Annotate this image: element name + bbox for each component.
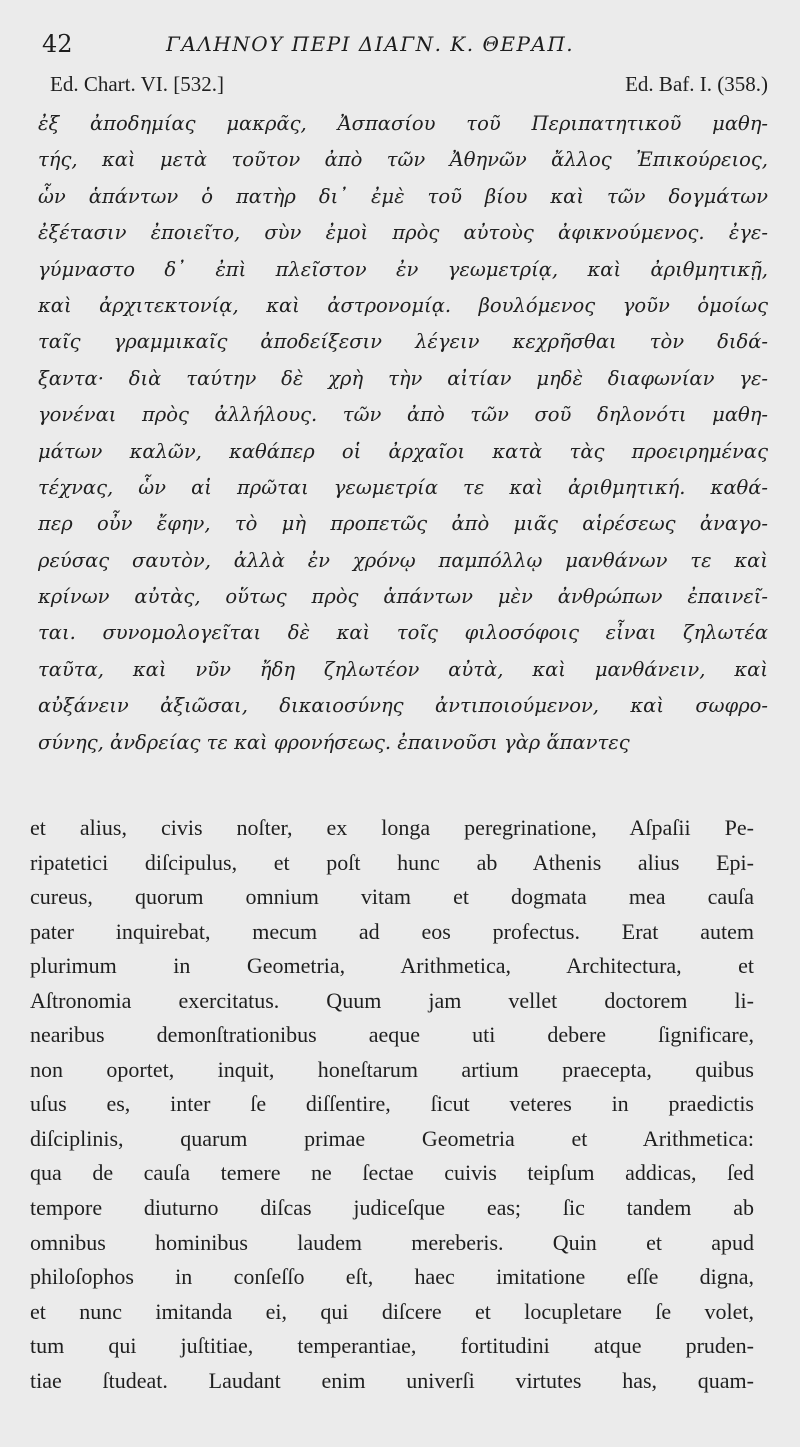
edition-reference-chartier: Ed. Chart. VI. [532.] — [50, 72, 224, 96]
running-title: ΓΑΛΗΝΟΥ ΠΕΡΙ ΔΙΑΓΝ. Κ. ΘΕΡΑΠ. — [166, 32, 575, 56]
latin-line: omnibus hominibus laudem mereberis. Quin et apud — [30, 1229, 754, 1255]
greek-line: ἐξ ἀποδημίας μακρᾶς, Ἀσπασίου τοῦ Περιπατητικοῦ μαθη- — [38, 112, 768, 135]
greek-line: ὧν ἁπάντων ὁ πατὴρ δι᾽ ἐμὲ τοῦ βίου καὶ τῶν δογμάτων — [38, 184, 768, 208]
latin-line: uſus es, inter ſe diſſentire, ſicut veteres in praedictis — [30, 1091, 754, 1117]
latin-line: ripatetici diſcipulus, et poſt hunc ab Athenis alius Epi- — [30, 849, 754, 875]
greek-line: γύμναστο δ᾽ ἐπὶ πλεῖστον ἐν γεωμετρίᾳ, καὶ ἀριθμητικῇ, — [38, 257, 768, 281]
greek-line: γονέναι πρὸς ἀλλήλους. τῶν ἀπὸ τῶν σοῦ δηλονότι μαθη- — [38, 403, 768, 427]
latin-line: nearibus demonſtrationibus aeque uti debere ſignificare, — [30, 1022, 754, 1048]
latin-line: pater inquirebat, mecum ad eos profectus. Erat autem — [30, 918, 754, 944]
latin-line: et alius, civis noſter, ex longa peregrinatione, Aſpaſii Pe- — [30, 815, 754, 840]
greek-line: τής, καὶ μετὰ τοῦτον ἀπὸ τῶν Ἀθηνῶν ἄλλος Ἐπικούρειος, — [38, 148, 768, 172]
latin-line: cureus, quorum omnium vitam et dogmata mea cauſa — [30, 884, 754, 910]
page-number: 42 — [42, 30, 73, 58]
greek-line: ταῖς γραμμικαῖς ἀποδείξεσιν λέγειν κεχρῆσθαι τὸν διδά- — [38, 330, 768, 354]
greek-line: σύνης, ἀνδρείας τε καὶ φρονήσεως. ἐπαινοῦσι γὰρ ἅπαντες — [38, 730, 630, 754]
latin-line: non oportet, inquit, honeſtarum artium praecepta, quibus — [30, 1056, 754, 1082]
greek-line: περ οὖν ἔφην, τὸ μὴ προπετῶς ἀπὸ μιᾶς αἱρέσεως ἀναγο- — [38, 512, 768, 536]
greek-line: ἐξέτασιν ἐποιεῖτο, σὺν ἐμοὶ πρὸς αὐτοὺς ἀφικνούμενος. ἐγε- — [38, 221, 768, 245]
greek-line: τέχνας, ὧν αἱ πρῶται γεωμετρία τε καὶ ἀριθμητική. καθά- — [38, 475, 768, 499]
latin-line: et nunc imitanda ei, qui diſcere et locupletare ſe volet, — [30, 1298, 754, 1324]
latin-line: philoſophos in conſeſſo eſt, haec imitatione eſſe digna, — [30, 1264, 754, 1290]
greek-line: ταῦτα, καὶ νῦν ἤδη ζηλωτέον αὐτὰ, καὶ μανθάνειν, καὶ — [38, 657, 768, 681]
latin-line: tum qui juſtitiae, temperantiae, fortitudini atque pruden- — [30, 1333, 754, 1359]
greek-line: ρεύσας σαυτὸν, ἀλλὰ ἐν χρόνῳ παμπόλλῳ μανθάνων τε καὶ — [38, 548, 768, 572]
greek-line: καὶ ἀρχιτεκτονίᾳ, καὶ ἀστρονομίᾳ. βουλόμενος γοῦν ὁμοίως — [38, 293, 768, 317]
latin-line: plurimum in Geometria, Arithmetica, Architectura, et — [30, 953, 754, 979]
greek-line: κρίνων αὐτὰς, οὕτως πρὸς ἁπάντων μὲν ἀνθρώπων ἐπαινεῖ- — [38, 585, 768, 609]
latin-text-block — [30, 811, 754, 1398]
latin-line: Aſtronomia exercitatus. Quum jam vellet doctorem li- — [30, 987, 754, 1013]
latin-line: tiae ſtudeat. Laudant enim univerſi virtutes has, quam- — [30, 1367, 754, 1393]
latin-line: qua de cauſa temere ne ſectae cuivis teipſum addicas, ſed — [30, 1160, 754, 1186]
greek-line: μάτων καλῶν, καθάπερ οἱ ἀρχαῖοι κατὰ τὰς προειρημένας — [38, 439, 768, 463]
latin-line: diſciplinis, quarum primae Geometria et Arithmetica: — [30, 1125, 754, 1151]
latin-line: tempore diuturno diſcas judiceſque eas; ſic tandem ab — [30, 1195, 754, 1221]
greek-line: αὐξάνειν ἀξιῶσαι, δικαιοσύνης ἀντιποιούμενον, καὶ σωφρο- — [38, 694, 768, 718]
greek-line: ται. συνομολογεῖται δὲ καὶ τοῖς φιλοσόφοις εἶναι ζηλωτέα — [38, 621, 768, 645]
greek-text-block — [38, 106, 768, 761]
greek-line: ξαντα· διὰ ταύτην δὲ χρὴ τὴν αἰτίαν μηδὲ διαφωνίαν γε- — [38, 366, 768, 390]
edition-reference-basel: Ed. Baf. I. (358.) — [625, 72, 768, 96]
edition-reference-line — [50, 72, 768, 100]
running-head — [38, 22, 773, 62]
